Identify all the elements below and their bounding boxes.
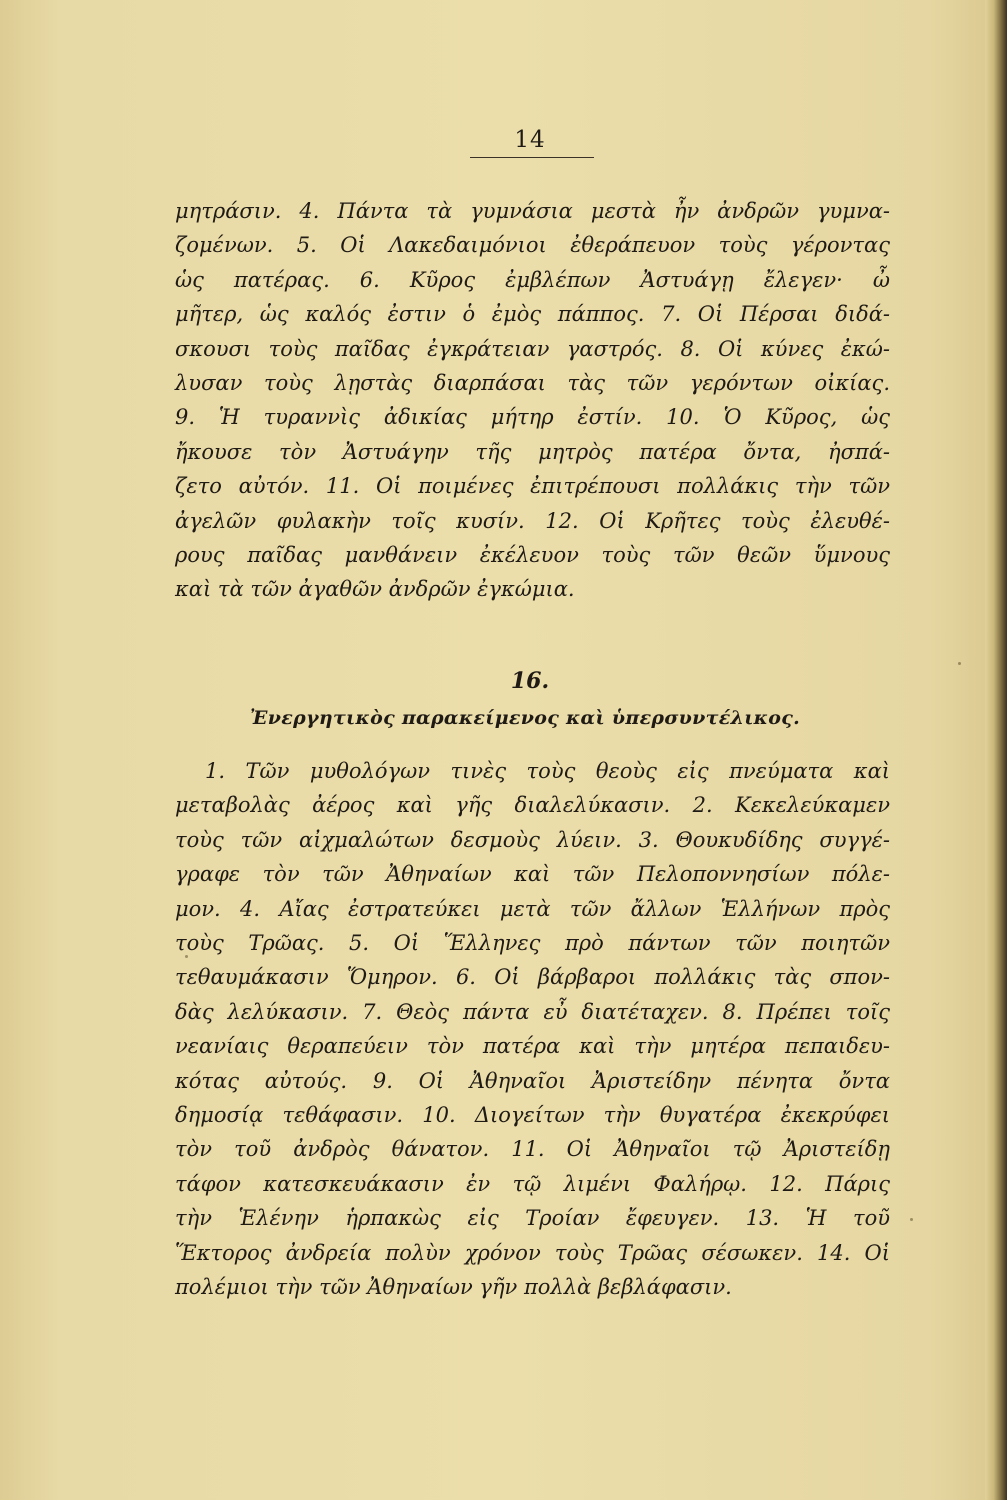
paper-speck — [910, 1218, 913, 1221]
header-rule — [470, 157, 594, 158]
text-line: δημοσίᾳ τεθάφασιν. 10. Διογείτων τὴν θυγατέρα ἐκεκρύφει — [175, 1103, 890, 1128]
text-line: δὰς λελύκασιν. 7. Θεὸς πάντα εὖ διατέταχεν. 8. Πρέπει τοῖς — [175, 999, 890, 1024]
text-line: ζομένων. 5. Οἱ Λακεδαιμόνιοι ἐθεράπευον τοὺς γέροντας — [175, 233, 890, 258]
text-line: τοὺς τῶν αἰχμαλώτων δεσμοὺς λύειν. 3. Θουκυδίδης συγγέ- — [175, 827, 890, 852]
paper-speck — [185, 955, 188, 958]
text-line: Ἕκτορος ἀνδρεία πολὺν χρόνον τοὺς Τρῶας σέσωκεν. 14. Οἱ — [175, 1240, 890, 1265]
page-binding-edge — [985, 0, 1007, 1500]
paragraph-top — [175, 194, 890, 607]
text-line: ρους παῖδας μανθάνειν ἐκέλευον τοὺς τῶν θεῶν ὕμνους — [175, 543, 890, 568]
section-number: 16. — [510, 668, 550, 694]
section-title: Ἐνεργητικὸς παρακείμενος καὶ ὑπερσυντέλικος. — [250, 707, 800, 729]
text-line: ἤκουσε τὸν Ἀστυάγην τῆς μητρὸς πατέρα ὄντα, ἠσπά- — [175, 439, 890, 464]
text-line: ὡς πατέρας. 6. Κῦρος ἐμβλέπων Ἀστυάγῃ ἔλεγεν· ὦ — [175, 267, 890, 292]
text-line: πολέμιοι τὴν τῶν Ἀθηναίων γῆν πολλὰ βεβλάφασιν. — [175, 1275, 732, 1300]
text-line: μον. 4. Αἴας ἐστρατεύκει μετὰ τῶν ἄλλων Ἑλλήνων πρὸς — [175, 896, 890, 921]
text-line: τοὺς Τρῶας. 5. Οἱ Ἕλληνες πρὸ πάντων τῶν ποιητῶν — [175, 931, 890, 956]
text-line: τάφον κατεσκευάκασιν ἐν τῷ λιμένι Φαλήρῳ. 12. Πάρις — [175, 1171, 890, 1196]
text-line: λυσαν τοὺς λῃστὰς διαρπάσαι τὰς τῶν γερόντων οἰκίας. — [175, 371, 890, 396]
text-line: 9. Ἡ τυραννὶς ἀδικίας μήτηρ ἐστίν. 10. Ὁ Κῦρος, ὡς — [175, 405, 890, 430]
paragraph-bottom — [175, 754, 890, 1305]
text-line: μητράσιν. 4. Πάντα τὰ γυμνάσια μεστὰ ἦν ἀνδρῶν γυμνα- — [175, 199, 890, 223]
text-line: ζετο αὐτόν. 11. Οἱ ποιμένες ἐπιτρέπουσι πολλάκις τὴν τῶν — [175, 474, 890, 499]
text-line: σκουσι τοὺς παῖδας ἐγκράτειαν γαστρός. 8. Οἱ κύνες ἐκώ- — [175, 336, 890, 361]
text-line: ἀγελῶν φυλακὴν τοῖς κυσίν. 12. Οἱ Κρῆτες τοὺς ἐλευθέ- — [175, 508, 890, 533]
text-line: 1. Τῶν μυθολόγων τινὲς τοὺς θεοὺς εἰς πνεύματα καὶ — [205, 759, 890, 783]
text-line: τὸν τοῦ ἀνδρὸς θάνατον. 11. Οἱ Ἀθηναῖοι τῷ Ἀριστείδῃ — [175, 1137, 890, 1162]
text-line: κότας αὐτούς. 9. Οἱ Ἀθηναῖοι Ἀριστείδην πένητα ὄντα — [175, 1068, 890, 1093]
text-line: τεθαυμάκασιν Ὅμηρον. 6. Οἱ βάρβαροι πολλάκις τὰς σπον- — [175, 965, 890, 990]
text-line: γραφε τὸν τῶν Ἀθηναίων καὶ τῶν Πελοποννησίων πόλε- — [175, 862, 890, 887]
paper-speck — [958, 662, 961, 665]
text-line: τὴν Ἑλένην ἡρπακὼς εἰς Τροίαν ἔφευγεν. 13. Ἡ τοῦ — [175, 1206, 890, 1231]
text-line: νεανίαις θεραπεύειν τὸν πατέρα καὶ τὴν μητέρα πεπαιδευ- — [175, 1034, 890, 1059]
text-line: μεταβολὰς ἀέρος καὶ γῆς διαλελύκασιν. 2. Κεκελεύκαμεν — [175, 793, 890, 818]
text-line: καὶ τὰ τῶν ἀγαθῶν ἀνδρῶν ἐγκώμια. — [175, 577, 575, 602]
page-number: 14 — [514, 127, 546, 153]
text-line: μῆτερ, ὡς καλός ἐστιν ὁ ἐμὸς πάππος. 7. Οἱ Πέρσαι διδά- — [175, 302, 890, 327]
